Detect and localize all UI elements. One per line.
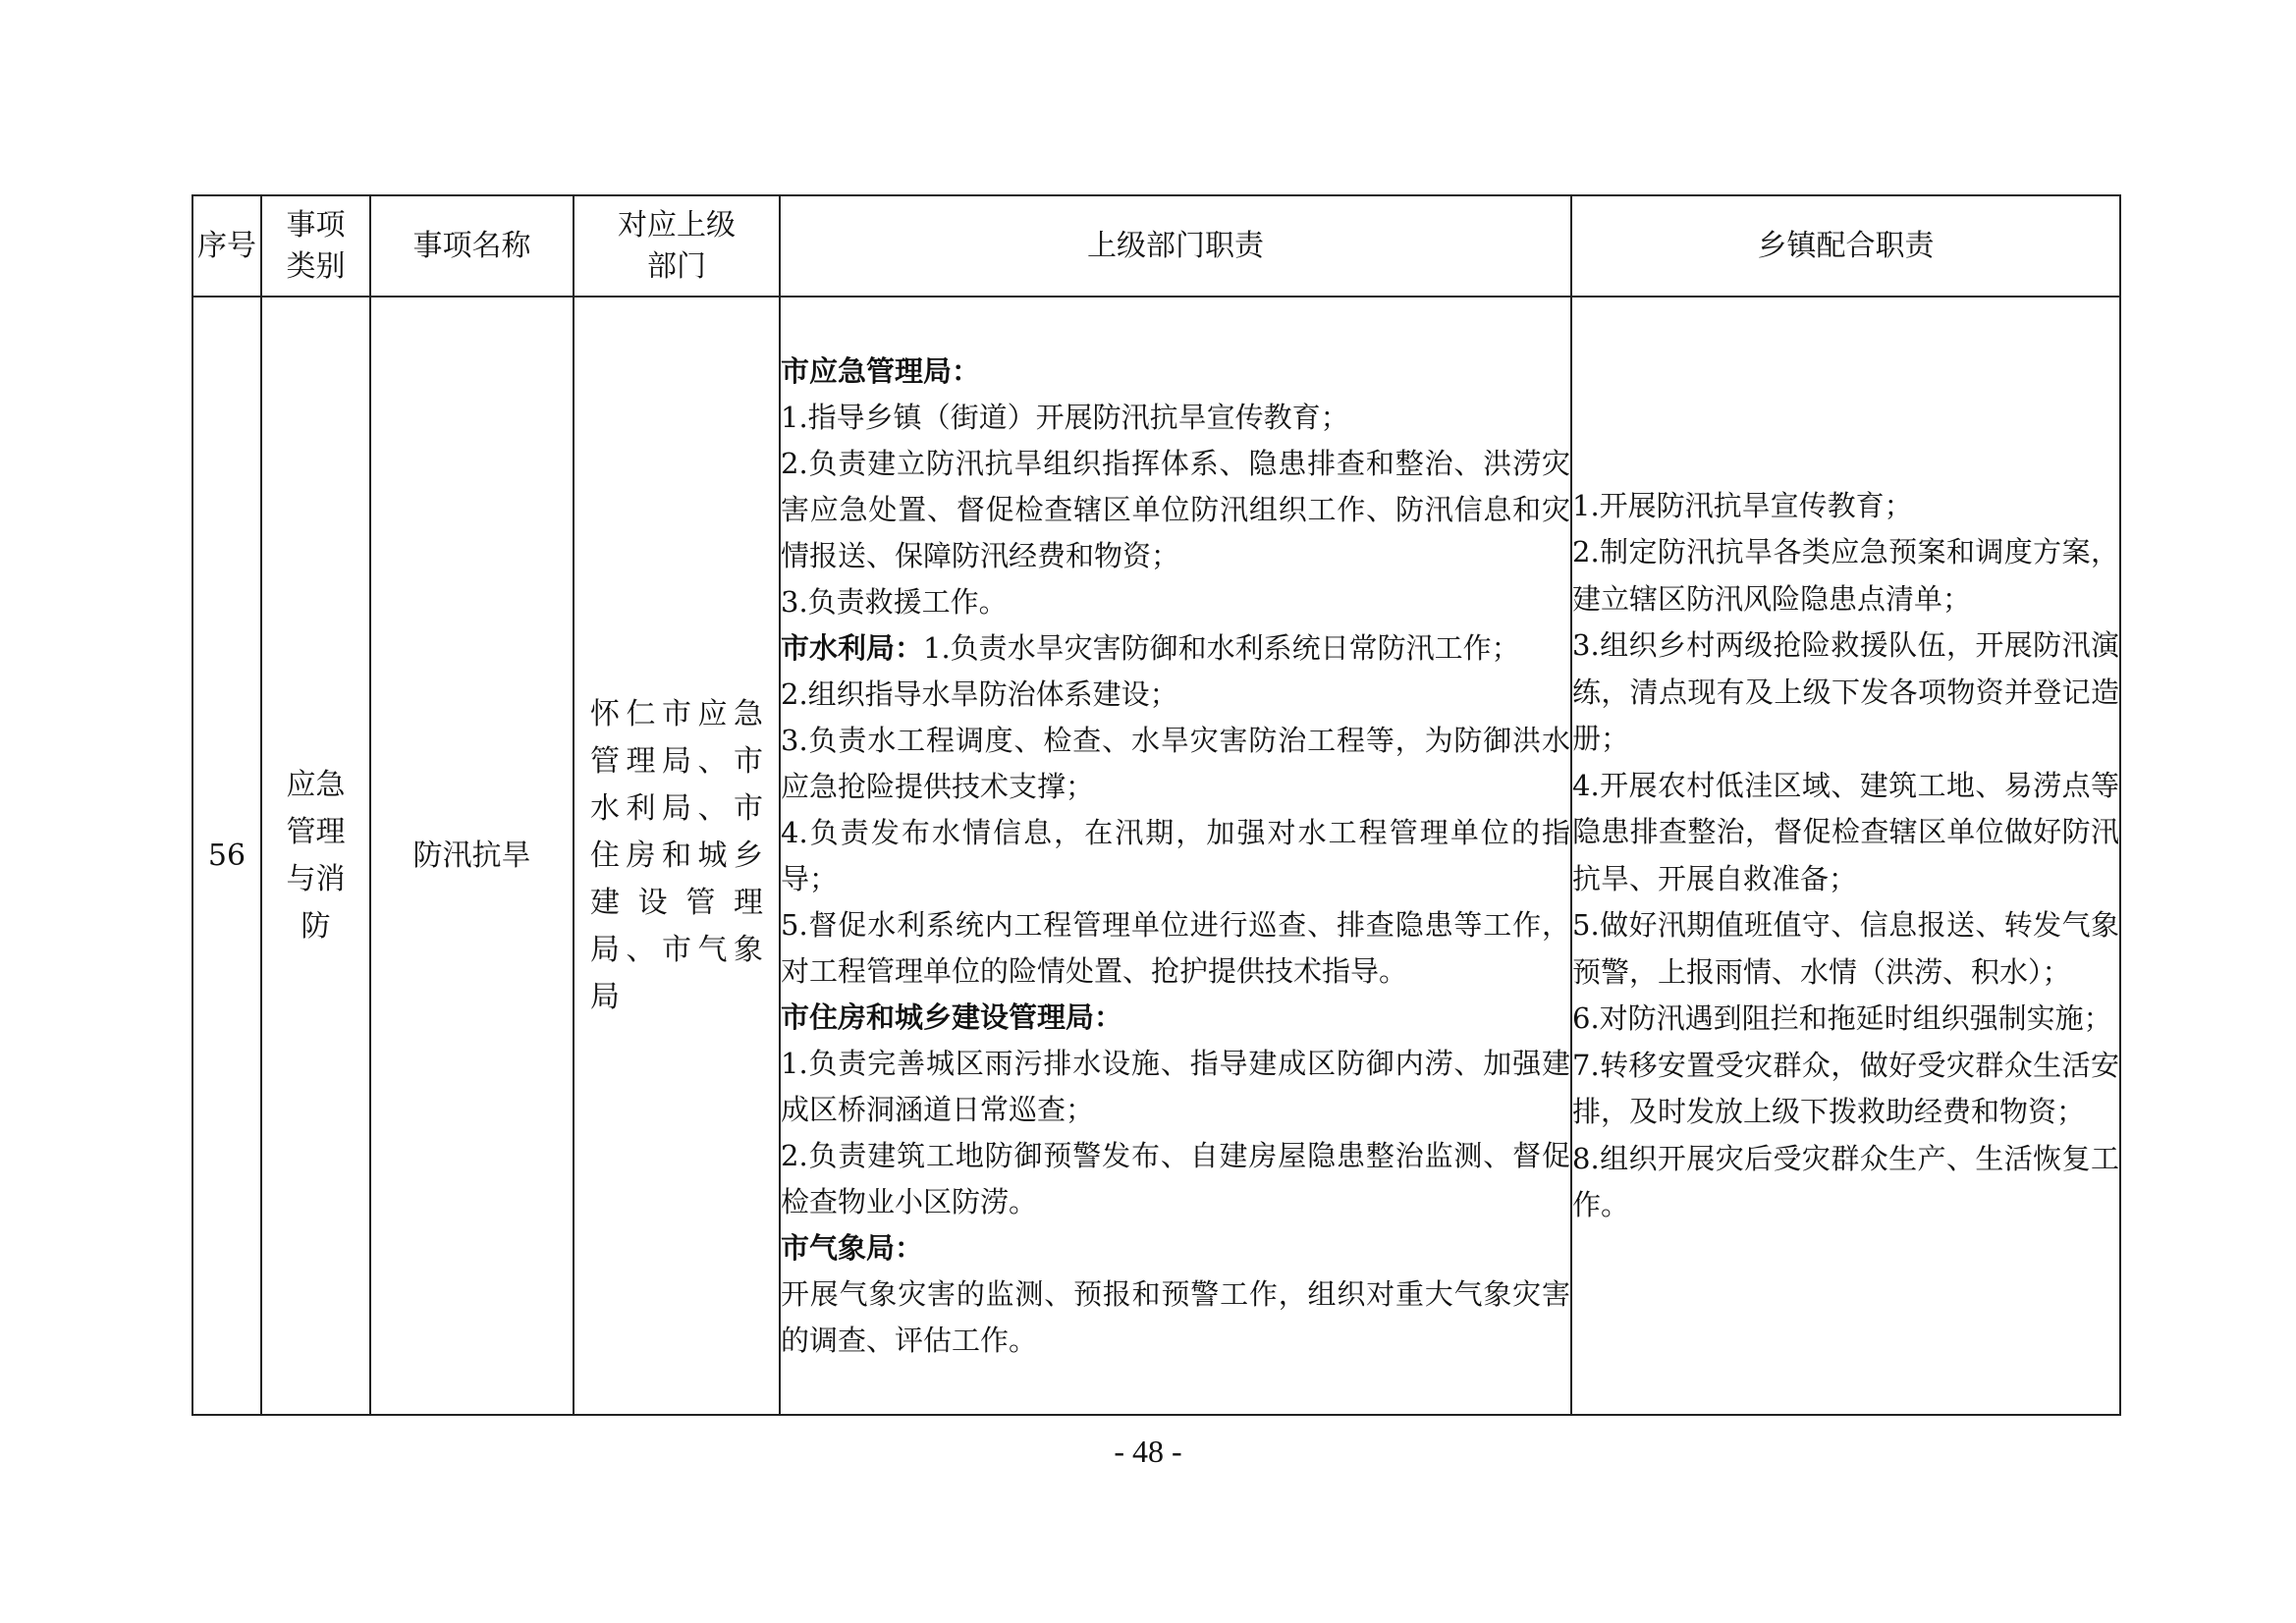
resp-item: 2.组织指导水旱防治体系建设； xyxy=(781,676,1178,711)
town-item: 8.组织开展灾后受灾群众生产、生活恢复工作。 xyxy=(1572,1141,2119,1221)
dept-heading: 市气象局： xyxy=(781,1230,924,1265)
resp-item: 1.负责完善城区雨污排水设施、指导建成区防御内涝、加强建成区桥洞涵道日常巡查； xyxy=(781,1046,1570,1126)
resp-item: 5.督促水利系统内工程管理单位进行巡查、排查隐患等工作，对工程管理单位的险情处置、抢护提供技术指导。 xyxy=(781,907,1570,988)
town-item: 3.组织乡村两级抢险救援队伍，开展防汛演练，清点现有及上级下发各项物资并登记造册； xyxy=(1572,628,2119,755)
responsibility-table xyxy=(191,194,2121,1416)
row-seq: 56 xyxy=(192,297,261,1415)
resp-item: 2.负责建筑工地防御预警发布、自建房屋隐患整治监测、督促检查物业小区防涝。 xyxy=(781,1138,1570,1218)
resp-item: 开展气象灾害的监测、预报和预警工作，组织对重大气象灾害的调查、评估工作。 xyxy=(781,1276,1570,1357)
dept-heading: 市住房和城乡建设管理局： xyxy=(781,1000,1123,1034)
town-item: 2.制定防汛抗旱各类应急预案和调度方案，建立辖区防汛风险隐患点清单； xyxy=(1572,535,2119,616)
row-upper-resp xyxy=(780,297,1571,1415)
town-item: 6.对防汛遇到阻拦和拖延时组织强制实施； xyxy=(1572,1001,2112,1035)
header-upper-resp: 上级部门职责 xyxy=(780,195,1571,297)
town-item: 4.开展农村低洼区域、建筑工地、易涝点等隐患排查整治，督促检查辖区单位做好防汛抗旱、开展自救准备； xyxy=(1572,768,2119,895)
row-category: 应急管理与消防 xyxy=(261,297,370,1415)
header-dept: 对应上级部门 xyxy=(574,195,780,297)
row-departments: 怀仁市应急管理局、市水利局、市住房和城乡建设管理局、市气象局 xyxy=(574,297,780,1415)
table-row xyxy=(192,297,2120,1415)
town-item: 5.做好汛期值班值守、信息报送、转发气象预警，上报雨情、水情（洪涝、积水）； xyxy=(1572,908,2119,989)
header-seq: 序号 xyxy=(192,195,261,297)
dept-heading: 市应急管理局： xyxy=(781,353,981,388)
dept-heading: 市水利局： xyxy=(781,630,924,665)
header-category: 事项类别 xyxy=(261,195,370,297)
resp-item: 3.负责救援工作。 xyxy=(781,584,1008,619)
header-name: 事项名称 xyxy=(370,195,574,297)
town-item: 1.开展防汛抗旱宣传教育； xyxy=(1572,488,1913,522)
resp-item: 3.负责水工程调度、检查、水旱灾害防治工程等，为防御洪水应急抢险提供技术支撑； xyxy=(781,723,1570,803)
resp-item: 1.负责水旱灾害防御和水利系统日常防汛工作； xyxy=(923,630,1520,665)
header-row xyxy=(192,195,2120,297)
row-town-resp xyxy=(1571,297,2120,1415)
page-number: - 48 - xyxy=(1114,1434,1182,1469)
row-name: 防汛抗旱 xyxy=(370,297,574,1415)
header-town-resp: 乡镇配合职责 xyxy=(1571,195,2120,297)
town-item: 7.转移安置受灾群众，做好受灾群众生活安排，及时发放上级下拨救助经费和物资； xyxy=(1572,1048,2119,1128)
resp-item: 1.指导乡镇（街道）开展防汛抗旱宣传教育； xyxy=(781,400,1349,434)
resp-item: 4.负责发布水情信息，在汛期，加强对水工程管理单位的指导； xyxy=(781,815,1570,895)
resp-item: 2.负责建立防汛抗旱组织指挥体系、隐患排查和整治、洪涝灾害应急处置、督促检查辖区单位防汛组织工作、防汛信息和灾情报送、保障防汛经费和物资； xyxy=(781,446,1570,572)
